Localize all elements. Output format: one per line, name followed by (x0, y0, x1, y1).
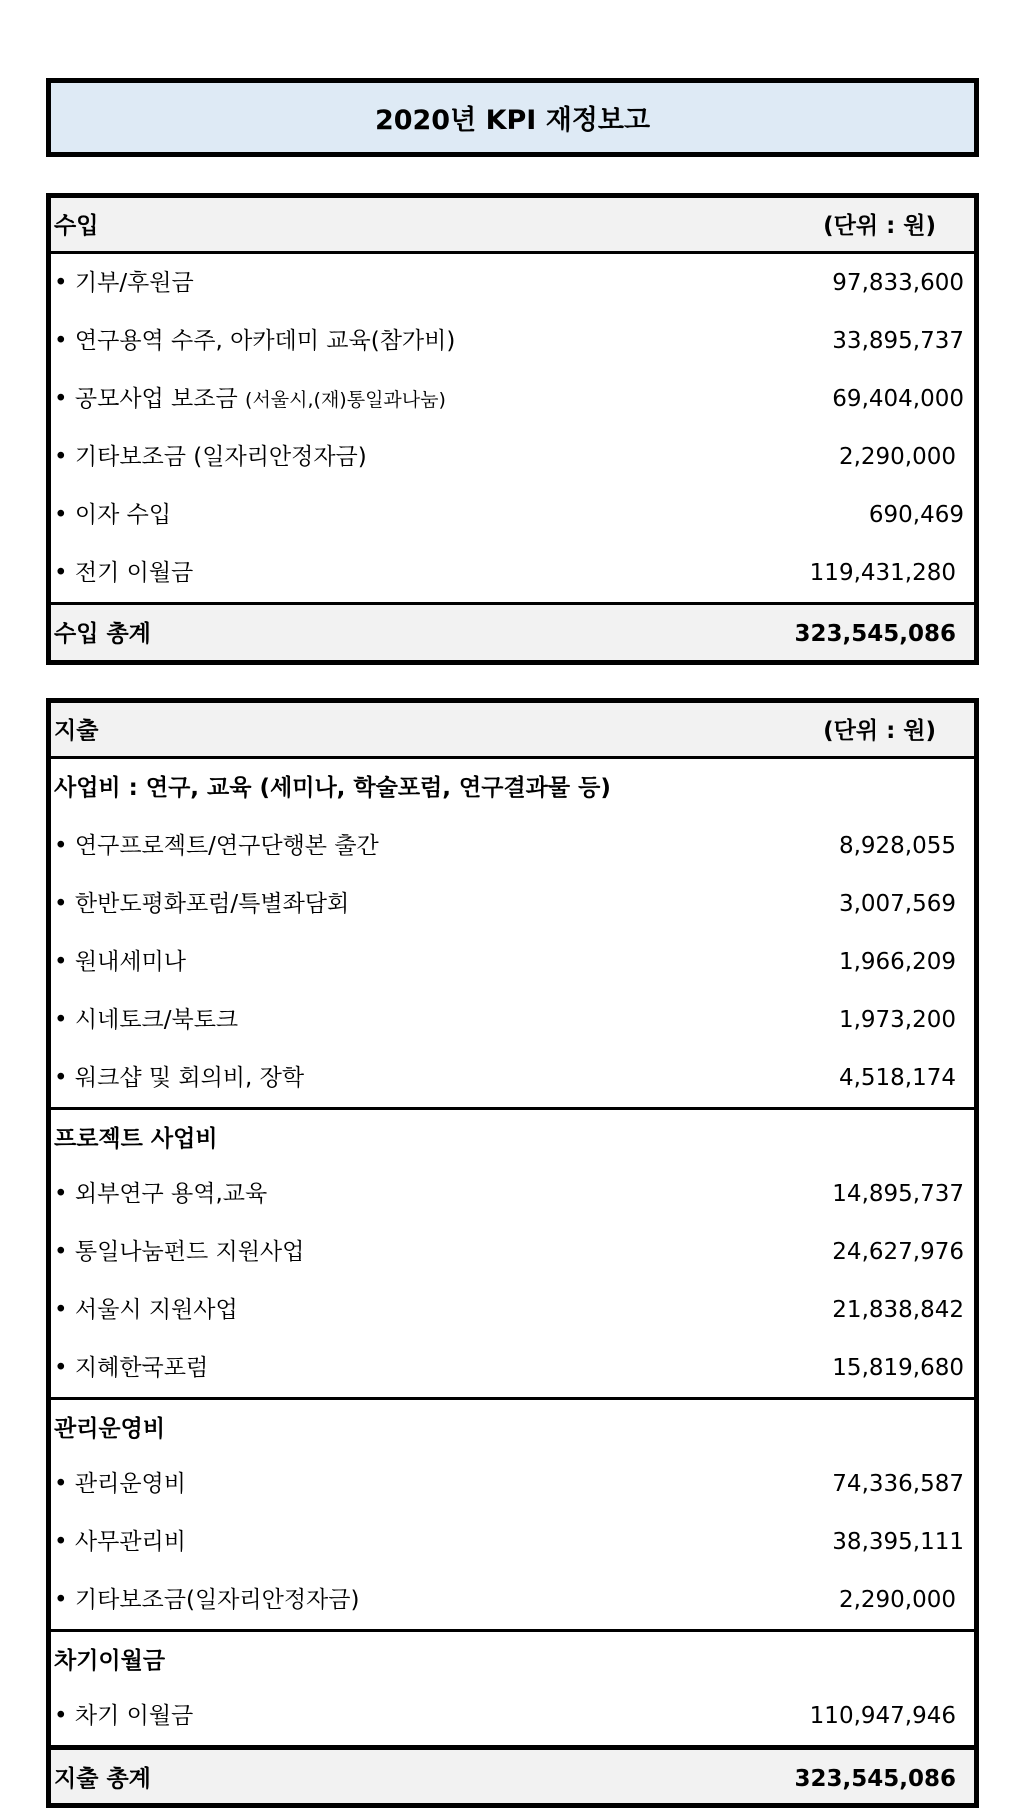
income-label: • 기부/후원금 (54, 270, 194, 296)
income-row (51, 254, 974, 312)
income-row (51, 370, 974, 428)
expense-header: 지출 (54, 718, 99, 744)
expense-total-label: 지출 총계 (54, 1766, 151, 1792)
expense-row (51, 1223, 974, 1281)
income-unit: (단위 : 원) (823, 213, 936, 239)
income-total-label: 수입 총계 (54, 621, 151, 647)
expense-row (51, 1339, 974, 1397)
expense-unit: (단위 : 원) (823, 718, 936, 744)
income-header: 수입 (54, 213, 99, 239)
income-label: • 기타보조금 (일자리안정자금) (54, 444, 367, 470)
expense-label: • 기타보조금(일자리안정자금) (54, 1587, 360, 1613)
income-total-row (51, 602, 974, 660)
expense-row (51, 1049, 974, 1107)
expense-row (51, 1687, 974, 1745)
expense-value: 2,290,000 (838, 1587, 956, 1613)
expense-row (51, 1281, 974, 1339)
expense-label: • 사무관리비 (54, 1529, 186, 1555)
category-row (51, 1397, 974, 1455)
category-title: 프로젝트 사업비 (54, 1126, 218, 1152)
expense-value: 110,947,946 (809, 1703, 956, 1729)
category-row (51, 1629, 974, 1687)
expense-value: 3,007,569 (838, 891, 956, 917)
income-label: • 연구용역 수주, 아카데미 교육(참가비) (54, 328, 456, 354)
expense-value: 4,518,174 (838, 1065, 956, 1091)
expense-label: • 외부연구 용역,교육 (54, 1181, 268, 1207)
income-label-note: (서울시,(재)통일과나눔) (245, 389, 446, 411)
expense-row (51, 1165, 974, 1223)
income-row (51, 312, 974, 370)
income-value: 97,833,600 (832, 270, 964, 296)
expense-label: • 한반도평화포럼/특별좌담회 (54, 891, 350, 917)
income-label: • 이자 수입 (54, 502, 172, 528)
expense-label: • 관리운영비 (54, 1471, 186, 1497)
expense-row (51, 1455, 974, 1513)
income-row (51, 486, 974, 544)
income-row (51, 544, 974, 602)
income-row (51, 428, 974, 486)
expense-label: • 워크샵 및 회의비, 장학 (54, 1065, 305, 1091)
expense-value: 24,627,976 (832, 1239, 964, 1265)
expense-value: 74,336,587 (832, 1471, 964, 1497)
income-value: 119,431,280 (809, 560, 956, 586)
income-value: 33,895,737 (832, 328, 964, 354)
category-row (51, 1107, 974, 1165)
expense-label: • 시네토크/북토크 (54, 1007, 239, 1033)
expense-row (51, 991, 974, 1049)
expense-header-row (51, 703, 974, 759)
expense-label: • 지혜한국포럼 (54, 1355, 209, 1381)
expense-row (51, 1513, 974, 1571)
expense-row (51, 1571, 974, 1629)
expense-value: 21,838,842 (832, 1297, 964, 1323)
category-row (51, 759, 974, 817)
income-total-value: 323,545,086 (794, 621, 956, 647)
income-label: • 전기 이월금 (54, 560, 194, 586)
income-section (46, 193, 979, 665)
category-title: 차기이월금 (54, 1648, 166, 1674)
expense-label: • 원내세미나 (54, 949, 186, 975)
expense-row (51, 933, 974, 991)
expense-value: 1,966,209 (838, 949, 956, 975)
expense-section (46, 698, 979, 1808)
report-title: 2020년 KPI 재정보고 (374, 105, 651, 136)
income-value: 2,290,000 (838, 444, 956, 470)
expense-value: 8,928,055 (838, 833, 956, 859)
expense-value: 14,895,737 (832, 1181, 964, 1207)
expense-label: • 연구프로젝트/연구단행본 출간 (54, 833, 379, 859)
income-label (54, 370, 446, 428)
expense-value: 1,973,200 (838, 1007, 956, 1033)
category-title: 관리운영비 (54, 1416, 166, 1442)
expense-label: • 통일나눔펀드 지원사업 (54, 1239, 305, 1265)
expense-total-value: 323,545,086 (794, 1766, 956, 1792)
category-title: 사업비 : 연구, 교육 (세미나, 학술포럼, 연구결과물 등) (54, 775, 611, 801)
report-title-box (46, 78, 979, 157)
expense-value: 15,819,680 (832, 1355, 964, 1381)
expense-label: • 서울시 지원사업 (54, 1297, 238, 1323)
income-value: 69,404,000 (832, 386, 964, 412)
expense-label: • 차기 이월금 (54, 1703, 194, 1729)
income-header-row (51, 198, 974, 254)
expense-row (51, 875, 974, 933)
expense-row (51, 817, 974, 875)
income-label-main: • 공모사업 보조금 (54, 386, 246, 412)
income-value: 690,469 (868, 502, 964, 528)
expense-value: 38,395,111 (832, 1529, 964, 1555)
expense-total-row (51, 1745, 974, 1803)
